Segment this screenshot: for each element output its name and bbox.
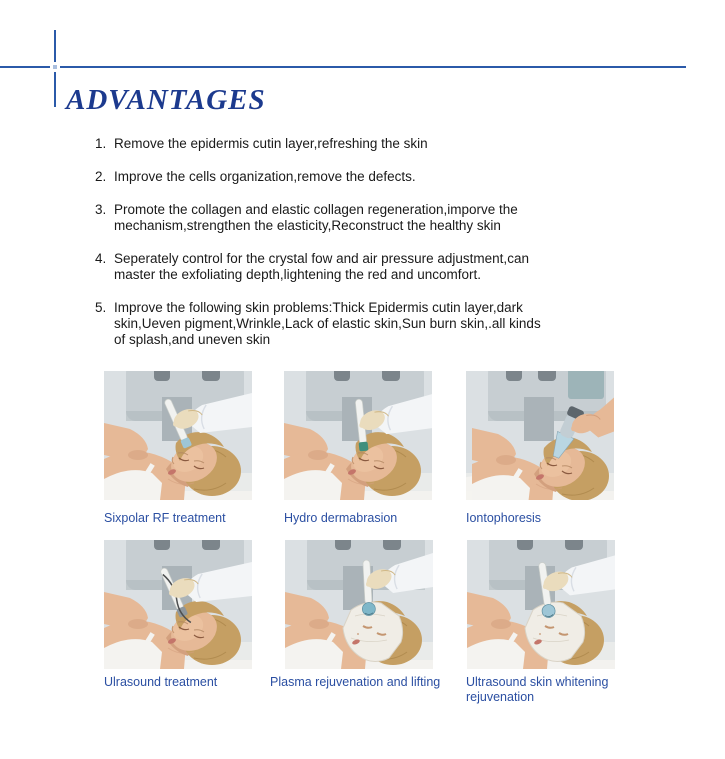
advantage-item-line: Improve the cells organization,remove the defects. [114, 169, 416, 184]
treatment-photo-illustration [467, 540, 615, 669]
advantage-item-number: 2. [95, 169, 107, 184]
advantage-item-line: skin,Ueven pigment,Wrinkle,Lack of elastic skin,Sun burn skin,.all kinds [114, 316, 541, 331]
advantage-item-line: of splash,and uneven skin [114, 332, 271, 347]
advantage-item-number: 4. [95, 251, 107, 266]
advantage-item-line: master the exfoliating depth,lightening the red and uncomfort. [114, 267, 481, 282]
treatment-photo-hydro [284, 371, 432, 500]
advantage-item [95, 136, 665, 152]
advantage-item-text [114, 169, 665, 185]
treatment-photo-illustration [284, 371, 432, 500]
photo-caption-line: Sixpolar RF treatment [104, 511, 226, 525]
photo-caption-rf [104, 511, 226, 526]
photo-caption-line: Plasma rejuvenation and lifting [270, 675, 441, 689]
photo-caption-hydro [284, 511, 397, 526]
advantage-item [95, 169, 665, 185]
advantage-item [95, 251, 665, 283]
treatment-photo-whitening [467, 540, 615, 669]
photo-caption-whitening [466, 675, 608, 705]
advantage-item-line: Seperately control for the crystal fow and air pressure adjustment,can [114, 251, 529, 266]
advantage-item-number: 1. [95, 136, 107, 151]
advantage-item [95, 202, 665, 234]
photo-caption-line: rejuvenation [466, 690, 535, 704]
advantage-item-line: Improve the following skin problems:Thick Epidermis cutin layer,dark [114, 300, 523, 315]
advantage-item [95, 300, 665, 348]
advantage-item-line: Promote the collagen and elastic collagen regeneration,imporve the [114, 202, 518, 217]
header-horizontal-rule [0, 66, 686, 68]
advantages-list [95, 136, 665, 365]
photo-caption-line: Ultrasound skin whitening [466, 675, 609, 689]
advantage-item-number: 5. [95, 300, 107, 315]
photo-caption-ionto [466, 511, 541, 526]
treatment-photo-rf [104, 371, 252, 500]
advantage-item-text [114, 251, 665, 283]
treatment-photo-illustration [104, 540, 252, 669]
photo-caption-line: Ulrasound treatment [104, 675, 218, 689]
page-title: ADVANTAGES [66, 84, 266, 116]
advantage-item-number: 3. [95, 202, 107, 217]
treatment-photo-ultrasound [104, 540, 252, 669]
treatment-photo-illustration [104, 371, 252, 500]
photo-caption-ultrasound [104, 675, 217, 690]
header-cross-dot [53, 65, 57, 69]
advantage-item-text [114, 136, 665, 152]
treatment-photo-plasma [285, 540, 433, 669]
photo-caption-line: Hydro dermabrasion [284, 511, 398, 525]
treatment-photo-ionto [466, 371, 614, 500]
treatment-photo-illustration [466, 371, 614, 500]
advantage-item-line: Remove the epidermis cutin layer,refreshing the skin [114, 136, 428, 151]
treatment-photo-illustration [285, 540, 433, 669]
advantage-item-text [114, 202, 665, 234]
advantage-item-line: mechanism,strengthen the elasticity,Reconstruct the healthy skin [114, 218, 501, 233]
photo-caption-line: Iontophoresis [466, 511, 542, 525]
photo-caption-plasma [270, 675, 440, 690]
advantage-item-text [114, 300, 665, 348]
